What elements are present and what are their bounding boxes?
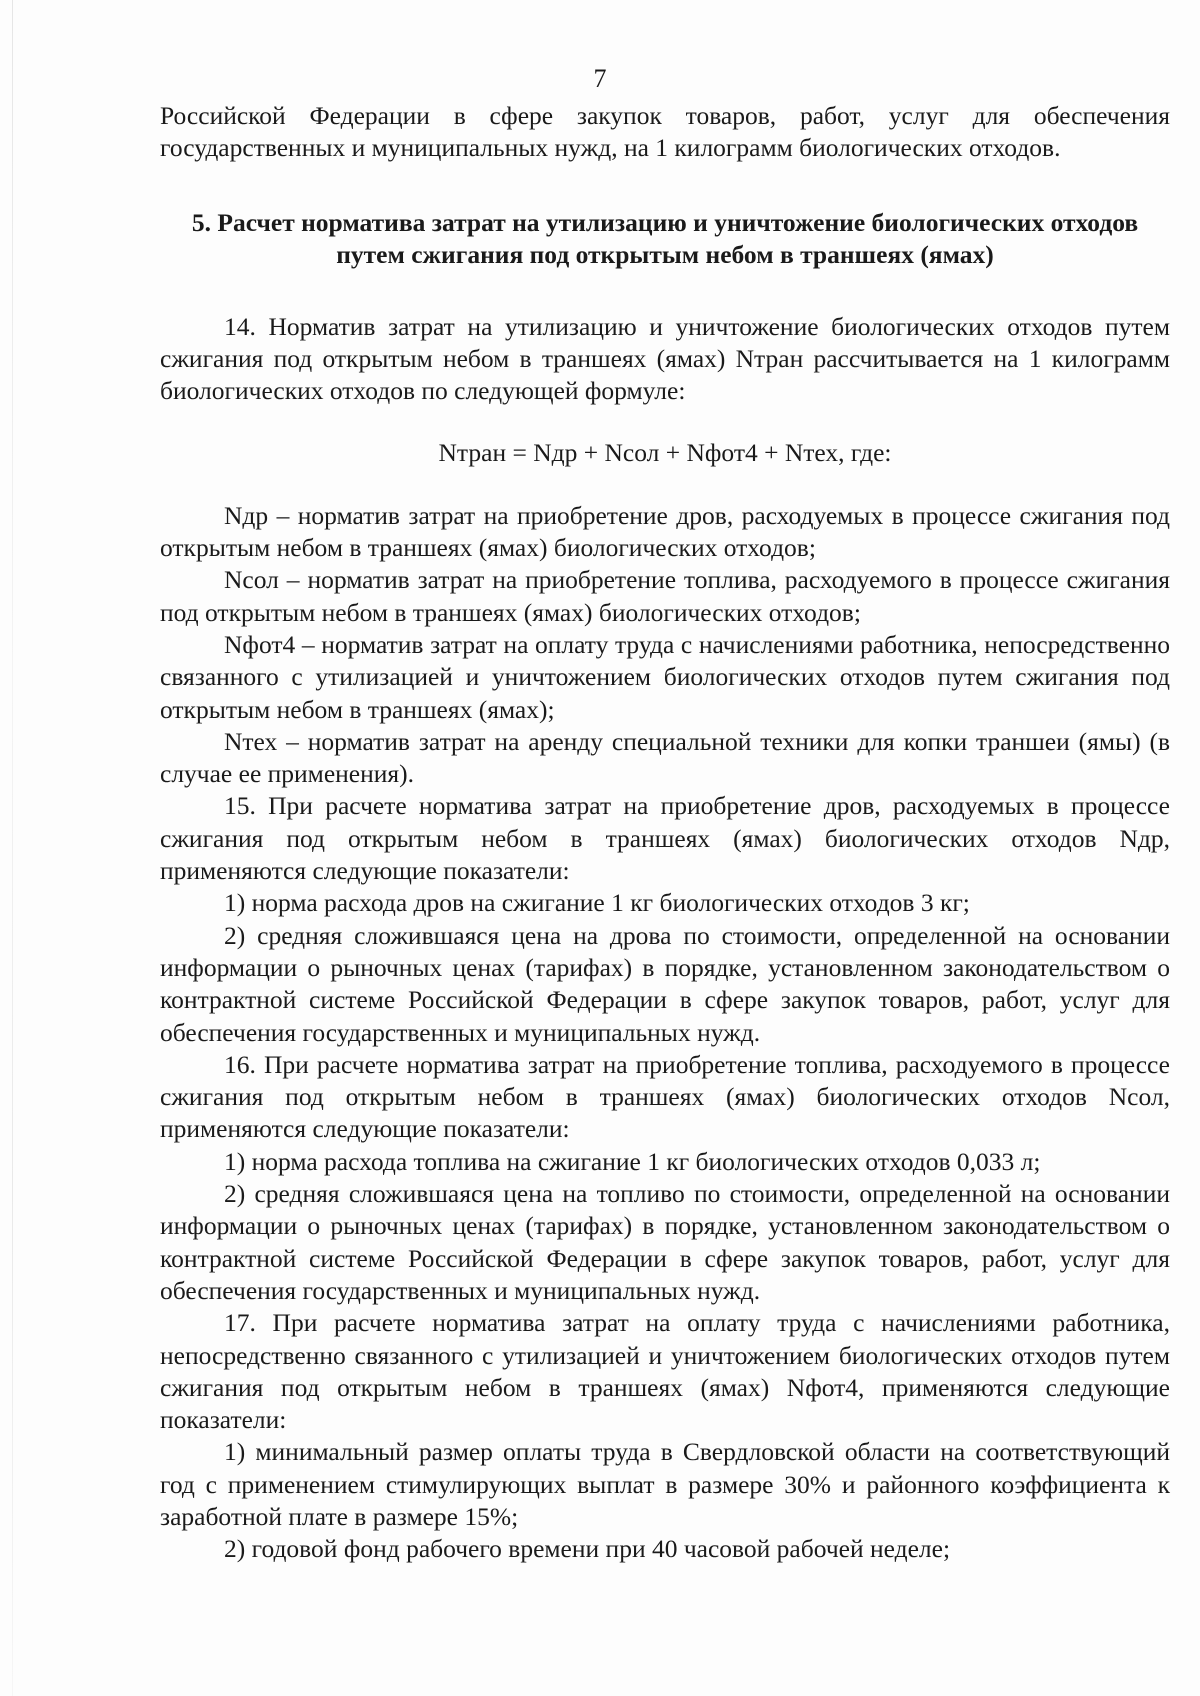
paragraph-16: 16. При расчете норматива затрат на приобретение топлива, расходуемого в процессе сжигания под открытым небом в траншеях (ямах) биологических отходов Nсол, применяются следующие показатели: xyxy=(160,1049,1170,1144)
definition-ndr: Nдр – норматив затрат на приобретение дров, расходуемых в процессе сжигания под открытым небом в траншеях (ямах) биологических отходов; xyxy=(160,500,1170,563)
paragraph-15: 15. При расчете норматива затрат на приобретение дров, расходуемых в процессе сжигания под открытым небом в траншеях (ямах) биологических отходов Nдр, применяются следующие показатели: xyxy=(160,791,1170,886)
paragraph-17-item-2: 2) годовой фонд рабочего времени при 40 часовой рабочей неделе; xyxy=(224,1534,951,1564)
paragraph-14: 14. Норматив затрат на утилизацию и уничтожение биологических отходов путем сжигания под открытым небом в траншеях (ямах) Nтран рассчитывается на 1 килограмм биологических отходов по следующей формуле: xyxy=(160,311,1170,406)
definition-nfot4: Nфот4 – норматив затрат на оплату труда с начислениями работника, непосредственно связанного с утилизацией и уничтожением биологических отходов путем сжигания под открытым небом в траншеях (ямах); xyxy=(160,629,1170,724)
definition-ntex: Nтех – норматив затрат на аренду специальной техники для копки траншеи (ямы) (в случае ее применения). xyxy=(160,726,1170,789)
paragraph-15-item-2: 2) средняя сложившаяся цена на дрова по стоимости, определенной на основании информации о рыночных ценах (тарифах) в порядке, установленном законодательством о контрактной системе Российской Федерации в сфере закупок товаров, работ, услуг для обеспечения государственных и муниципальных нужд. xyxy=(160,920,1170,1047)
paragraph-15-item-1: 1) норма расхода дров на сжигание 1 кг биологических отходов 3 кг; xyxy=(224,888,970,918)
definition-nsol: Nсол – норматив затрат на приобретение топлива, расходуемого в процессе сжигания под открытым небом в траншеях (ямах) биологических отходов; xyxy=(160,565,1170,627)
scan-edge-line xyxy=(12,0,13,1696)
paragraph-17-item-1: 1) минимальный размер оплаты труда в Свердловской области на соответствующий год с применением стимулирующих выплат в размере 30% и районного коэффициента к заработной плате в размере 15%; xyxy=(160,1437,1170,1531)
document-body xyxy=(160,100,1170,1566)
paragraph-17: 17. При расчете норматива затрат на оплату труда с начислениями работника, непосредственно связанного с утилизацией и уничтожением биологических отходов путем сжигания под открытым небом в траншеях (ямах) Nфот4, применяются следующие показатели: xyxy=(160,1308,1170,1435)
section-heading: 5. Расчет норматива затрат на утилизацию и уничтожение биологических отходов путем сжигания под открытым небом в траншеях (ямах) xyxy=(191,207,1139,269)
paragraph-16-item-1: 1) норма расхода топлива на сжигание 1 кг биологических отходов 0,033 л; xyxy=(224,1146,1041,1176)
page-number: 7 xyxy=(593,64,607,93)
formula: Nтран = Nдр + Nсол + Nфот4 + Nтех, где: xyxy=(438,438,892,468)
paragraph-16-item-2: 2) средняя сложившаяся цена на топливо по стоимости, определенной на основании информации о рыночных ценах (тарифах) в порядке, установленном законодательством о контрактной системе Российской Федерации в сфере закупок товаров, работ, услуг для обеспечения государственных и муниципальных нужд. xyxy=(160,1179,1170,1305)
intro-paragraph: Российской Федерации в сфере закупок товаров, работ, услуг для обеспечения государственных и муниципальных нужд, на 1 килограмм биологических отходов. xyxy=(160,101,1170,163)
